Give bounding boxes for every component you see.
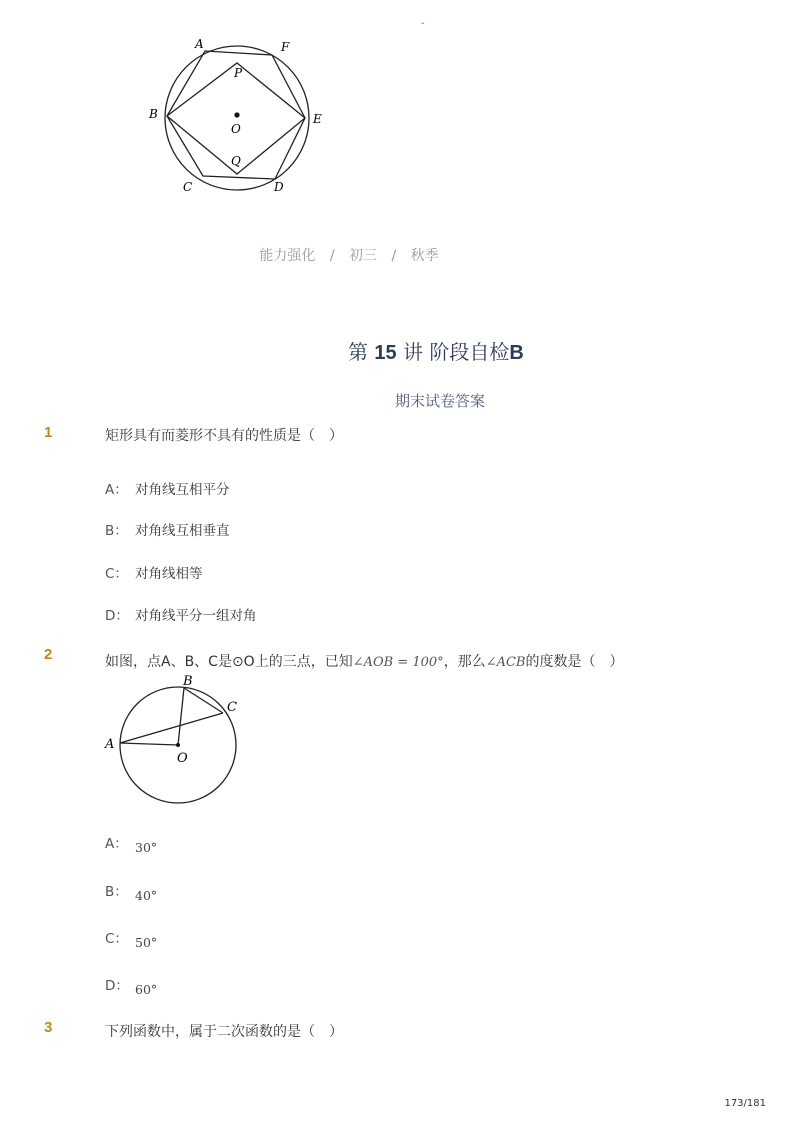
option-d[interactable] <box>105 604 257 624</box>
question-text-part: 如图，点A、B、C是⊙O上的三点，已知 <box>105 654 353 670</box>
option-key: B： <box>105 884 128 900</box>
option-b[interactable] <box>105 880 158 903</box>
page-number: 173/181 <box>724 1098 766 1109</box>
breadcrumb-item: 秋季 <box>410 248 439 264</box>
question-number: 1 <box>44 424 53 441</box>
lecture-title <box>348 336 524 365</box>
lecture-suffix: 讲 阶段自检 <box>402 340 510 364</box>
option-key: C： <box>105 931 128 947</box>
question-text: 矩形具有而菱形不具有的性质是（ ） <box>105 428 343 444</box>
option-key: A： <box>105 482 128 498</box>
option-text: 对角线互相平分 <box>135 482 230 498</box>
label-Q: Q <box>231 154 241 168</box>
option-key: D： <box>105 608 129 624</box>
header-mark: - <box>421 18 425 29</box>
breadcrumb-separator: / <box>391 248 397 264</box>
label-C: C <box>227 700 237 715</box>
label-C: C <box>183 180 193 194</box>
breadcrumb-separator: / <box>329 248 335 264</box>
label-F: F <box>281 40 290 54</box>
option-a[interactable] <box>105 478 230 498</box>
label-D: D <box>274 180 284 194</box>
math-expression: ∠AOB = 100° <box>352 655 444 670</box>
label-B: B <box>183 674 193 689</box>
question-text <box>105 651 623 671</box>
option-d[interactable] <box>105 974 158 997</box>
label-B: B <box>149 107 158 121</box>
option-c[interactable] <box>105 927 158 950</box>
label-O: O <box>177 751 188 766</box>
math-expression: ∠ACB <box>485 655 526 670</box>
label-E: E <box>313 112 322 126</box>
question-number: 2 <box>44 646 53 663</box>
option-key: A： <box>105 836 128 852</box>
option-key: D： <box>105 978 129 994</box>
label-P: P <box>234 66 243 80</box>
option-text: 40° <box>135 888 158 903</box>
option-text: 对角线相等 <box>135 566 203 582</box>
lecture-letter: B <box>509 342 524 364</box>
option-b[interactable] <box>105 519 230 539</box>
breadcrumb-item: 初三 <box>349 248 377 264</box>
option-a[interactable] <box>105 832 158 855</box>
option-text: 对角线平分一组对角 <box>135 608 257 624</box>
question-text-part: 的度数是（ ） <box>525 654 624 670</box>
question-number: 3 <box>44 1019 53 1036</box>
option-text: 50° <box>135 935 158 950</box>
circle-hexagon-figure <box>140 34 340 204</box>
option-key: C： <box>105 566 128 582</box>
page-subtitle: 期末试卷答案 <box>394 392 485 410</box>
label-A: A <box>195 37 204 51</box>
circle-abc-figure <box>100 670 250 810</box>
option-text: 对角线互相垂直 <box>135 523 230 539</box>
option-key: B： <box>105 523 128 539</box>
question-text-part: ，那么 <box>443 654 486 670</box>
lecture-number: 15 <box>374 342 397 364</box>
label-A: A <box>105 737 115 752</box>
lecture-prefix: 第 <box>348 340 368 364</box>
option-c[interactable] <box>105 562 203 582</box>
option-text: 60° <box>135 982 158 997</box>
question-text: 下列函数中，属于二次函数的是（ ） <box>105 1024 343 1040</box>
option-text: 30° <box>135 840 158 855</box>
breadcrumb <box>0 245 698 265</box>
label-O: O <box>231 122 241 136</box>
breadcrumb-item: 能力强化 <box>259 248 316 264</box>
